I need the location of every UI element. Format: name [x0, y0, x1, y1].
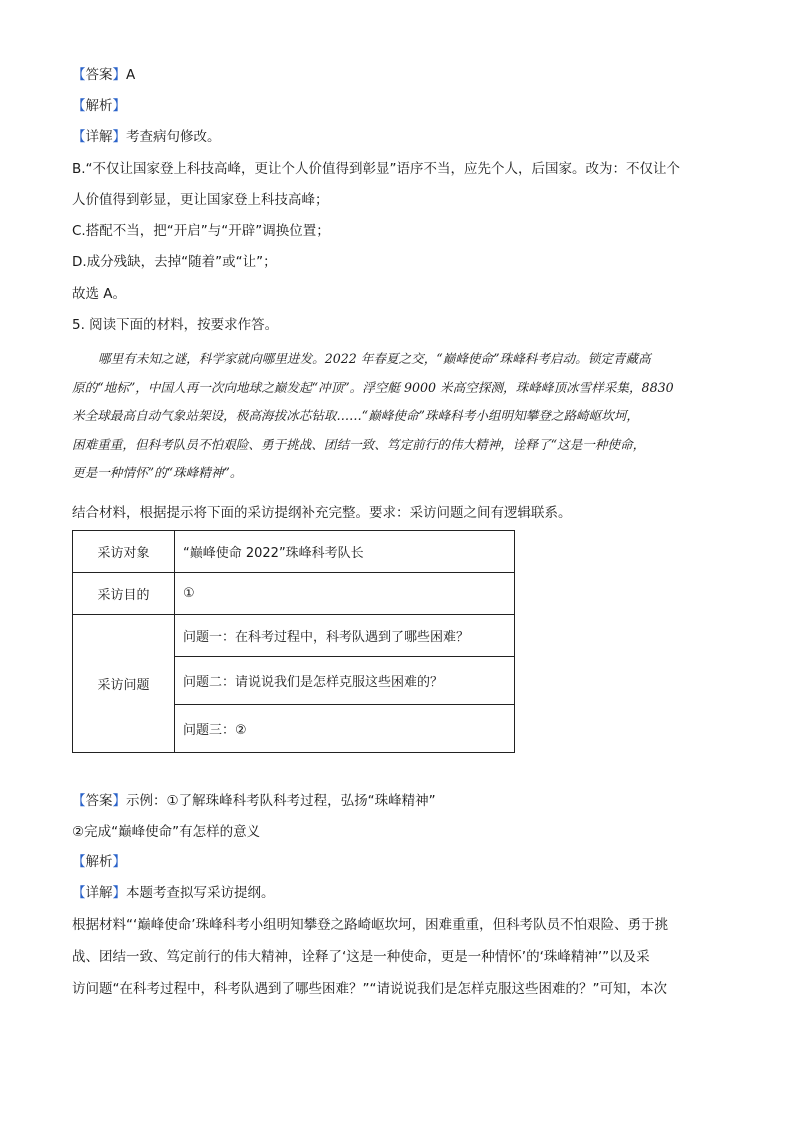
passage-line: 米全球最高自动气象站架设，极高海拔冰芯钻取……“巅峰使命”珠峰科考小组明知攀登之路崎岖坎坷，	[72, 408, 640, 423]
answer-value: A	[126, 67, 136, 83]
conclusion-line: 故选 A。	[72, 286, 127, 302]
answer-line-2: 【答案】示例：①了解珠峰科考队科考过程，弘扬“珠峰精神”	[72, 793, 436, 809]
detail-text: 考查病句修改。	[126, 129, 221, 145]
option-d-line: D.成分残缺，去掉“随着”或“让”；	[72, 254, 277, 270]
answer-label-2: 答案	[85, 793, 113, 809]
analysis-heading-2: 【解析】	[72, 854, 126, 870]
passage-line: 困难重重，但科考队员不怕艰险、勇于挑战、团结一致、笃定前行的伟大精神，诠释了“这是一种使命，	[72, 436, 646, 452]
analysis-label-2: 解析	[85, 854, 113, 870]
answer-text-2: 示例：①了解珠峰科考队科考过程，弘扬“珠峰精神”	[126, 793, 436, 809]
answer-label: 答案	[85, 67, 113, 83]
table-row	[73, 531, 515, 573]
questions-label: 采访问题	[73, 615, 175, 753]
analysis-heading: 【解析】	[72, 98, 126, 114]
purpose-blank: ①	[175, 573, 515, 615]
detail-line: 【详解】考查病句修改。	[72, 129, 221, 145]
detail-label: 详解	[85, 129, 113, 145]
option-c-line: C.搭配不当，把“开启”与“开辟”调换位置；	[72, 223, 330, 239]
target-label: 采访对象	[73, 531, 175, 573]
option-b-line-1: B.“不仅让国家登上科技高峰，更让个人价值得到彰显”语序不当，应先个人，后国家。改为：不仅让个	[72, 161, 681, 177]
question-two: 问题二：请说说我们是怎样克服这些困难的？	[175, 657, 515, 705]
target-value: “巅峰使命 2022”珠峰科考队长	[175, 531, 515, 573]
passage-line: 哪里有未知之谜，科学家就向哪里进发。2022 年春夏之交，“巅峰使命”珠峰科考启动。锁定青藏高	[98, 351, 651, 366]
detail-text-2: 本题考查拟写采访提纲。	[126, 885, 275, 901]
question-instruction: 结合材料，根据提示将下面的采访提纲补充完整。要求：采访问题之间有逻辑联系。	[72, 505, 572, 521]
paragraph-line: 根据材料“‘巅峰使命’珠峰科考小组明知攀登之路崎岖坎坷，困难重重，但科考队员不怕艰险、勇于挑	[72, 917, 669, 933]
analysis-label: 解析	[85, 98, 113, 114]
answer-line: 【答案】A	[72, 67, 136, 83]
question-three-blank: 问题三：②	[175, 705, 515, 753]
interview-outline-table	[72, 530, 515, 753]
paragraph-line: 访问题“在科考过程中，科考队遇到了哪些困难？”“请说说我们是怎样克服这些困难的？”可知，本次	[72, 981, 667, 997]
table-row	[73, 615, 515, 657]
paragraph-line: 战、团结一致、笃定前行的伟大精神，诠释了‘这是一种使命，更是一种情怀’的‘珠峰精神’”以及采	[72, 949, 650, 965]
question-5-title: 5. 阅读下面的材料，按要求作答。	[72, 317, 279, 333]
reading-passage	[72, 349, 722, 492]
detail-label-2: 详解	[85, 885, 113, 901]
option-b-line-2: 人价值得到彰显，更让国家登上科技高峰；	[72, 192, 329, 208]
table-row	[73, 573, 515, 615]
detail-line-2: 【详解】本题考查拟写采访提纲。	[72, 885, 275, 901]
passage-line: 原的“地标”，中国人再一次向地球之巅发起“冲顶”。浮空艇 9000 米高空探测，珠峰峰顶冰雪样采集，8830	[72, 379, 674, 395]
question-one: 问题一：在科考过程中，科考队遇到了哪些困难？	[175, 615, 515, 657]
passage-line: 更是一种情怀”的“珠峰精神”。	[72, 465, 243, 480]
purpose-label: 采访目的	[73, 573, 175, 615]
answer-line-3: ②完成“巅峰使命”有怎样的意义	[72, 824, 261, 840]
